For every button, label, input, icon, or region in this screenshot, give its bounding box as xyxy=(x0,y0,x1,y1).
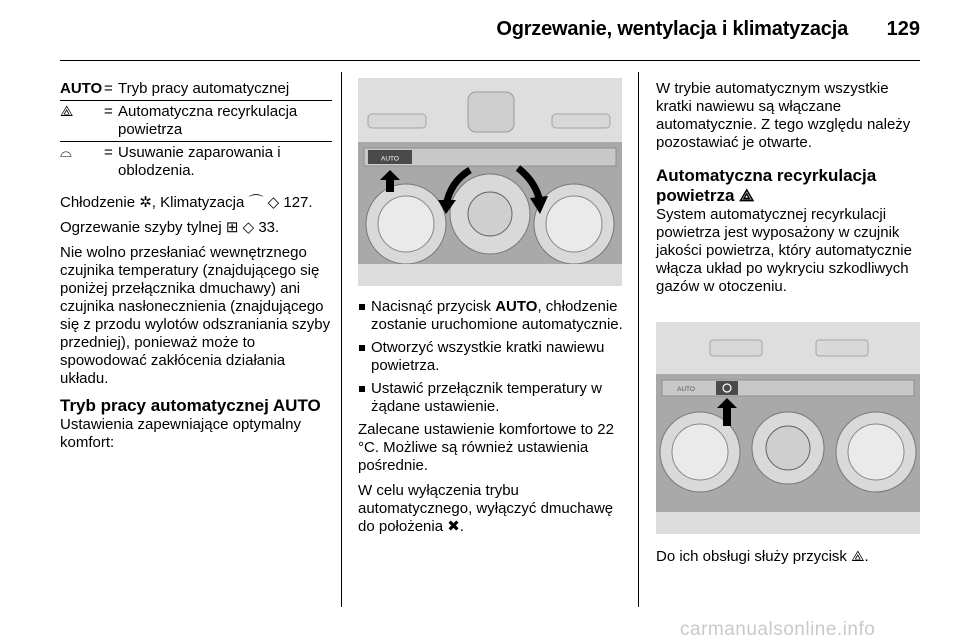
definition-divider xyxy=(60,141,332,142)
auto-button-label-2: AUTO xyxy=(677,386,695,393)
climate-panel-figure-recirculation xyxy=(656,322,920,534)
instruction-text: Otworzyć wszystkie kratki nawiewu powietrza. xyxy=(371,339,605,374)
column-divider-2 xyxy=(638,72,639,607)
recirculation-icon: ⟁ xyxy=(60,103,74,120)
definition-equals: = xyxy=(104,144,113,161)
auto-vents-note: W trybie automatycznym wszystkie kratki nawiewu są włączane automatycznie. Z tego względu należy pozostawiać je otwarte. xyxy=(656,80,911,151)
instruction-text: Ustawić przełącznik temperatury w żądane ustawienie. xyxy=(371,380,602,415)
column-3 xyxy=(656,80,926,303)
definition-divider xyxy=(60,100,332,101)
instruction-text: , chłodzenie zostanie uruchomione automatycznie. xyxy=(371,298,623,333)
definition-desc: Usuwanie zaparowania i oblodzenia. xyxy=(118,144,281,179)
column-2 xyxy=(358,298,630,543)
section-heading-recirculation: Automatyczna recyrkulacja powietrza ⟁ xyxy=(656,166,877,205)
cooling-reference: Chłodzenie ✲, Klimatyzacja ⌒ ◇ 127. xyxy=(60,194,313,211)
section-heading-auto: Tryb pracy automatycznej AUTO xyxy=(60,396,321,415)
operate-note: Do ich obsługi służy przycisk ⟁. xyxy=(656,548,869,565)
page-number: 129 xyxy=(886,18,920,40)
climate-panel-illustration xyxy=(358,78,622,286)
definition-equals: = xyxy=(104,103,113,120)
auto-button-label: AUTO xyxy=(381,155,399,163)
definition-auto xyxy=(60,80,332,98)
instruction-text: Nacisnąć przycisk xyxy=(371,298,496,315)
climate-panel-figure-auto xyxy=(358,78,622,286)
header-rule xyxy=(60,60,920,61)
definition-desc: Tryb pracy automatycznej xyxy=(118,80,290,97)
auto-intro: Ustawienia zapewniające optymalny komfort: xyxy=(60,416,301,451)
rear-heating-reference: Ogrzewanie szyby tylnej ⊞ ◇ 33. xyxy=(60,219,280,236)
defrost-icon: ⌓ xyxy=(60,144,72,161)
column-divider-1 xyxy=(341,72,342,607)
column-3-bottom xyxy=(656,548,926,573)
instruction-item xyxy=(358,380,630,416)
definition-defrost xyxy=(60,144,332,180)
definition-term: AUTO xyxy=(60,80,103,97)
watermark: carmanualsonline.info xyxy=(680,619,876,640)
definition-desc: Automatyczna recyrkulacja powietrza xyxy=(118,103,298,138)
disable-auto: W celu wyłączenia trybu automatycznego, wyłączyć dmuchawę do położenia ✖. xyxy=(358,482,614,535)
sensor-warning: Nie wolno przesłaniać wewnętrznego czujnika temperatury (znajdującego się poniżej przełącznika dmuchawy) ani czujnika nasłonecznienia (znajdującego się z przodu wylotów odszraniania szyby przedniej), ponieważ może to spowodować zakłócenia działania układu. xyxy=(60,244,331,387)
climate-panel-illustration-2 xyxy=(656,322,920,534)
instruction-bold: AUTO xyxy=(495,298,538,315)
definition-equals: = xyxy=(104,80,113,97)
column-1 xyxy=(60,80,332,459)
instructions-list xyxy=(358,298,630,416)
instruction-item xyxy=(358,339,630,375)
instruction-item xyxy=(358,298,630,334)
definition-recirculation xyxy=(60,103,332,139)
recommended-setting: Zalecane ustawienie komfortowe to 22 °C. Możliwe są również ustawienia pośrednie. xyxy=(358,421,614,474)
page-header-title: Ogrzewanie, wentylacja i klimatyzacja xyxy=(496,18,848,40)
recirculation-description: System automatycznej recyrkulacji powietrza jest wyposażony w czujnik jakości powietrza, który automatycznie włącza układ po wykryciu szkodliwych gazów w otoczeniu. xyxy=(656,206,912,295)
